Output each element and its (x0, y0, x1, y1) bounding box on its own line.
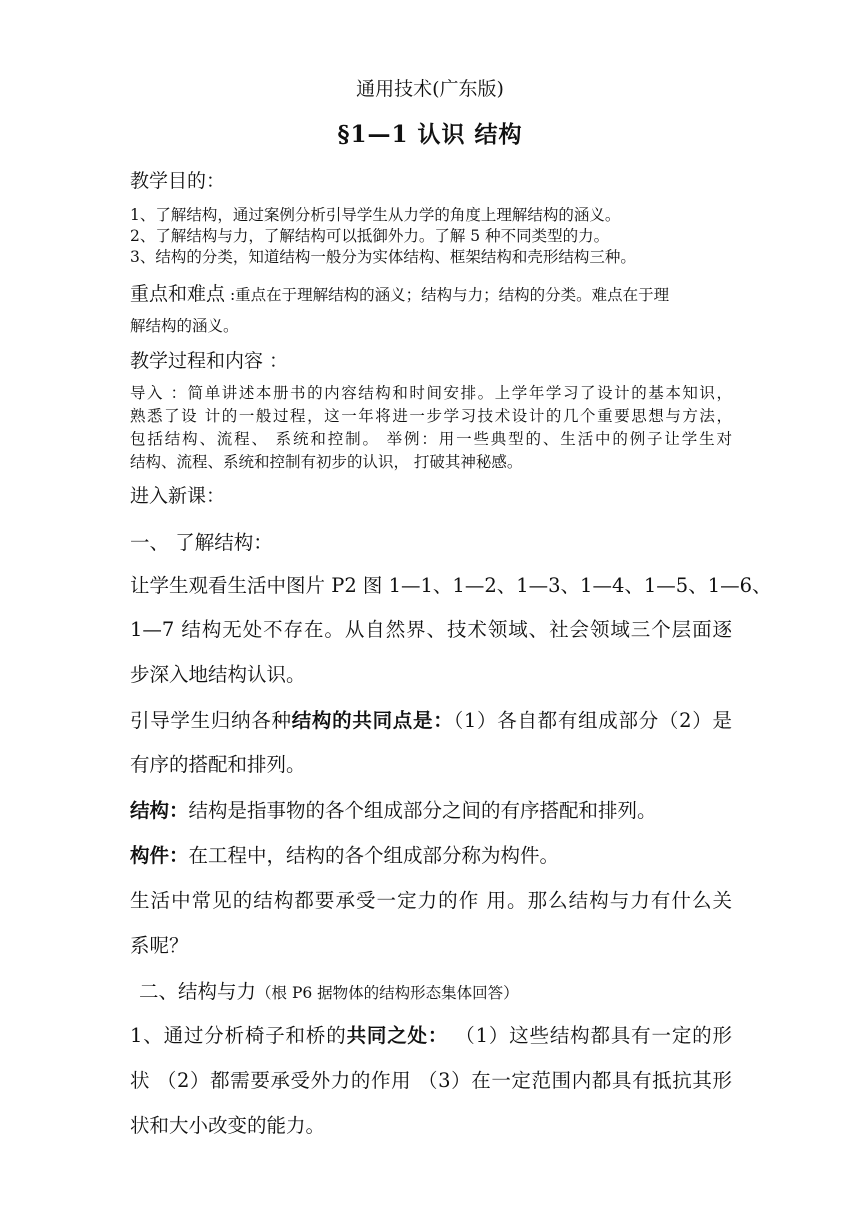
intro-line-4: 结构、流程、系统和控制有初步的认识， 打破其神秘感。 (130, 453, 523, 471)
common-bold: 结构的共同点是： (291, 709, 454, 732)
objectives-heading: 教学目的： (130, 170, 226, 192)
structure-term: 结构： (130, 799, 189, 822)
analysis-line-3: 状和大小改变的能力。 (130, 1114, 326, 1137)
observe-line-3: 步深入地结构认识。 (130, 663, 306, 686)
new-lesson-label: 进入新课： (130, 485, 226, 507)
structure-text: 结构是指事物的各个组成部分之间的有序搭配和排列。 (188, 799, 657, 822)
analysis-line-1 (130, 1020, 732, 1048)
observe-line-1: 让学生观看生活中图片 P2 图 1—1、1—2、1—3、1—4、1—5、1—6、 (130, 574, 772, 597)
common-post: （1）各自都有组成部分（2）是 (453, 709, 732, 732)
section-title: §1—1 认识 结构 (337, 121, 523, 148)
analysis-pre: 1、通过分析椅子和桥的 (130, 1024, 347, 1047)
part2-heading-line (139, 976, 732, 1004)
common-line-1 (130, 705, 732, 733)
keypoints-text: :重点在于理解结构的涵义；结构与力；结构的分类。难点在于理 (225, 286, 670, 304)
keypoints-line-2: 解结构的涵义。 (130, 317, 239, 335)
intro-line-2: 熟悉了设 计的一般过程，这一年将进一步学习技术设计的几个重要思想与方法， (130, 407, 732, 425)
intro-line-3: 包括结构、流程、 系统和控制。 举例：用一些典型的、生活中的例子让学生对 (130, 430, 732, 448)
part2-heading: 二、结构与力 (139, 980, 257, 1003)
analysis-post: （1）这些结构都具有一定的形 (448, 1024, 732, 1047)
analysis-line-2: 状 （2）都需要承受外力的作用 （3）在一定范围内都具有抵抗其形 (130, 1069, 732, 1092)
document-title: 通用技术(广东版) (356, 78, 504, 100)
objective-item-2: 2、了解结构与力，了解结构可以抵御外力。了解 5 种不同类型的力。 (130, 227, 610, 245)
common-pre: 引导学生归纳各种 (130, 709, 292, 732)
process-heading: 教学过程和内容 ： (130, 350, 289, 372)
intro-line-1: 导入 ：简单讲述本册书的内容结构和时间安排。上学年学习了设计的基本知识， (130, 384, 732, 402)
analysis-bold: 共同之处： (346, 1024, 449, 1047)
component-definition (130, 840, 732, 868)
common-line-2: 有序的搭配和排列。 (130, 753, 306, 776)
part1-heading: 一、 了解结构： (130, 531, 273, 554)
question-line-1: 生活中常见的结构都要承受一定力的作 用。那么结构与力有什么关 (130, 889, 732, 912)
objective-item-1: 1、了解结构，通过案例分析引导学生从力学的角度上理解结构的涵义。 (130, 206, 621, 224)
keypoints-line-1 (130, 279, 732, 306)
structure-definition (130, 795, 732, 823)
component-text: 在工程中，结构的各个组成部分称为构件。 (188, 844, 560, 867)
observe-line-2: 1—7 结构无处不存在。从自然界、技术领域、社会领域三个层面逐 (130, 618, 732, 641)
question-line-2: 系呢？ (130, 934, 189, 957)
part2-note: （根 P6 据物体的结构形态集体回答） (256, 984, 519, 1002)
keypoints-label: 重点和难点 (130, 283, 226, 305)
component-term: 构件： (130, 844, 189, 867)
objective-item-3: 3、结构的分类，知道结构一般分为实体结构、框架结构和壳形结构三种。 (130, 248, 636, 266)
